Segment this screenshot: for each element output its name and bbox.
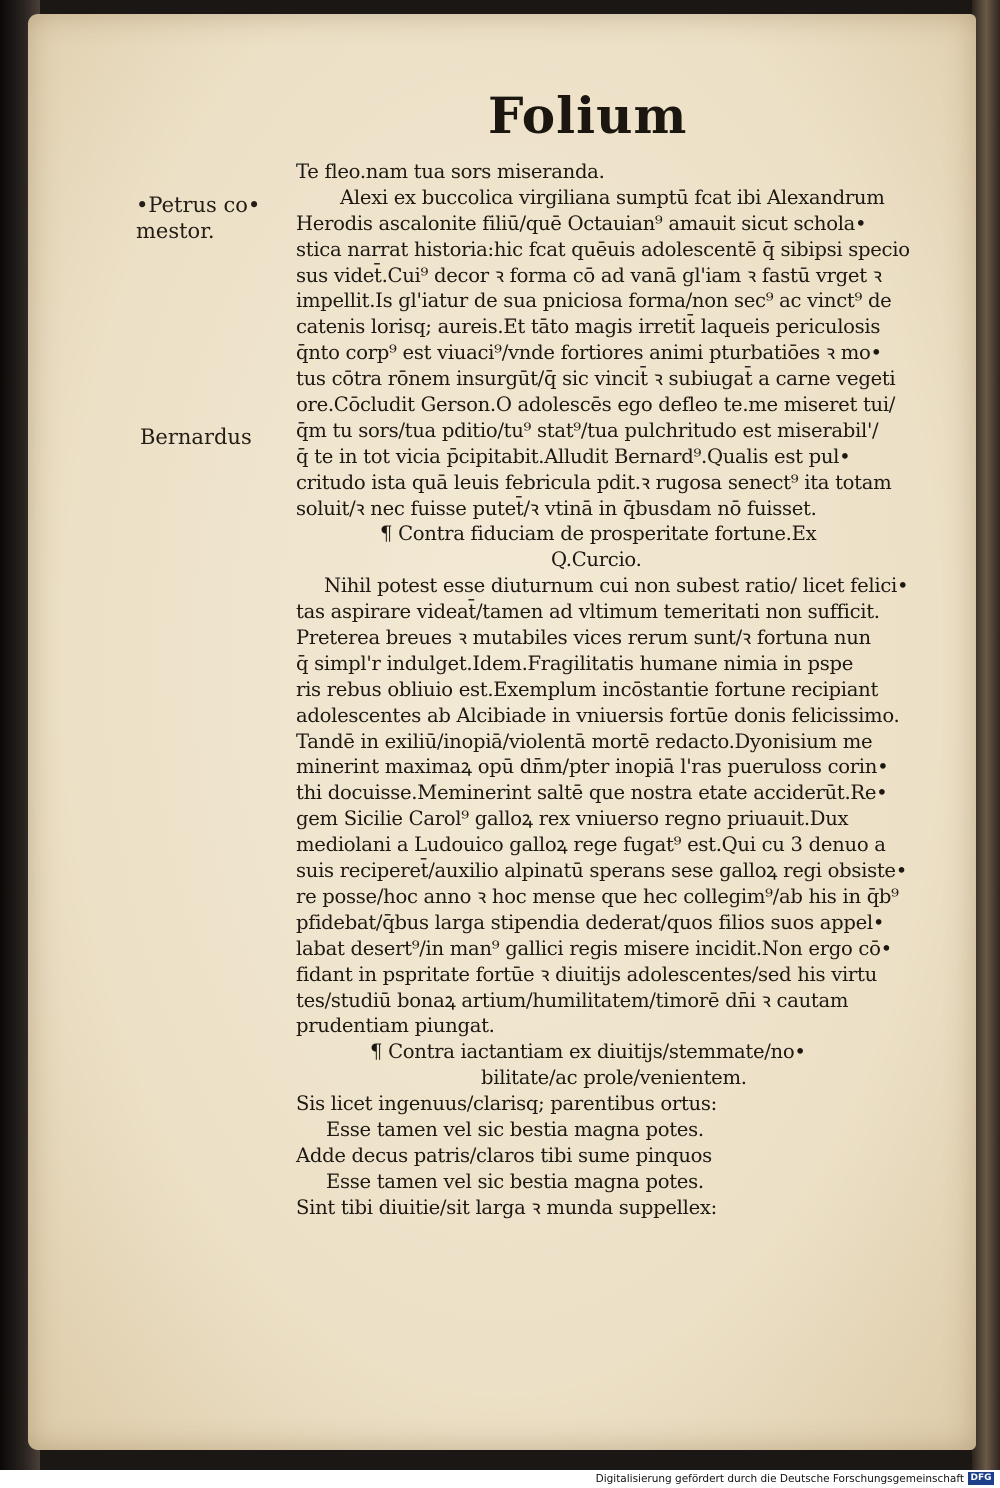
text-line: fidant in pspritate fortūe ꝛ diuitijs adolescentes/sed his virtu [296,962,877,986]
section-heading: bilitate/ac prole/venientem. [481,1066,747,1090]
text-line: tes/studiū bonaꝝ artium/humilitatem/timorē dn̄i ꝛ cautam [296,988,849,1012]
section-heading: Q.Curcio. [551,548,642,572]
text-line: Herodis ascalonite filiū/quē Octauian⁹ amauit sicut schola• [296,211,867,235]
verse-line: Esse tamen vel sic bestia magna potes. [326,1169,704,1193]
text-line: soluit/ꝛ nec fuisse putet̄/ꝛ vtinā in q̄busdam nō fuisset. [296,496,817,520]
text-line: mediolani a Ludouico galloꝝ rege fugat⁹ est.Qui cu 3 denuo a [296,833,886,857]
text-line: tus cōtra rōnem insurgūt/q̄ sic vincit̄ ꝛ subiugat̄ a carne vegeti [296,367,896,391]
verse-line: Esse tamen vel sic bestia magna potes. [326,1117,704,1141]
dfg-logo-icon: DFG [968,1472,994,1485]
funding-credit: Digitalisierung gefördert durch die Deutsche Forschungsgemeinschaft [595,1473,964,1485]
verse-line: Sis licet ingenuus/clarisq; parentibus ortus: [296,1092,717,1116]
text-line: suis reciperet̄/auxilio alpinatū sperans sese galloꝝ regi obsiste• [296,859,907,883]
text-line: q̄ te in tot vicia p̄cipitabit.Alludit Bernard⁹.Qualis est pul• [296,444,851,468]
text-line: labat desert⁹/in man⁹ gallici regis misere incidit.Non ergo cō• [296,936,892,960]
verse-line: Sint tibi diuitie/sit larga ꝛ munda suppellex: [296,1195,717,1219]
text-line: prudentiam piungat. [296,1014,495,1038]
text-line: impellit.Is gl'iatur de sua pniciosa forma/non sec⁹ ac vinct⁹ de [296,289,892,313]
text-line: pfidebat/q̄bus larga stipendia dederat/quos filios suos appel• [296,910,885,934]
text-line: sus videt̄.Cui⁹ decor ꝛ forma cō ad vanā gl'iam ꝛ fastū vrget ꝛ [296,263,882,287]
text-line: Tandē in exiliū/inopiā/violentā mortē redacto.Dyonisium me [296,729,873,753]
text-line: tas aspirare videat̄/tamen ad vltimum temeritati non sufficit. [296,600,880,624]
margin-note-bernardus: Bernardus [140,425,252,449]
footer-bar [0,1470,1000,1488]
text-line: Te fleo.nam tua sors miseranda. [296,160,605,183]
text-line: ore.Cōcludit Gerson.O adolescēs ego defleo te.me miseret tui/ [296,393,896,417]
text-line: adolescentes ab Alcibiade in vniuersis fortūe donis felicissimo. [296,703,900,727]
text-line: catenis lorisq; aureis.Et tāto magis irretit̄ laqueis periculosis [296,315,881,339]
text-line: Preterea breues ꝛ mutabiles vices rerum sunt/ꝛ fortuna nun [296,626,871,650]
text-line: Alexi ex buccolica virgiliana sumptū fcat ibi Alexandrum [340,185,885,209]
folio-title: Folium [488,86,688,145]
text-line: q̄nto corp⁹ est viuaci⁹/vnde fortiores animi pturbatiōes ꝛ mo• [296,341,882,365]
text-line: minerint maximaꝝ opū dn̄m/pter inopiā l'ras pueruloss corin• [296,755,889,779]
text-line: ris rebus obliuio est.Exemplum incōstantie fortune recipiant [296,677,879,701]
text-line: q̄ simpl'r indulget.Idem.Fragilitatis humane nimia in pspe [296,651,854,675]
text-line: critudo ista quā leuis febricula pdit.ꝛ rugosa senect⁹ ita totam [296,470,892,494]
text-line: stica narrat historia:hic fcat quēuis adolescentē q̄ sibipsi specio [296,237,910,261]
book-page [28,14,976,1450]
section-heading: ¶ Contra fiduciam de prosperitate fortune.Ex [380,522,817,546]
text-line: Nihil potest esse diuturnum cui non subest ratio/ licet felici• [324,574,909,598]
text-line: q̄m tu sors/tua pditio/tu⁹ stat⁹/tua pulchritudo est miserabil'/ [296,418,879,442]
text-line: re posse/hoc anno ꝛ hoc mense que hec collegim⁹/ab his in q̄b⁹ [296,884,899,908]
margin-note-petrus: •Petrus co• mestor. [136,193,261,243]
text-line: gem Sicilie Carol⁹ galloꝝ rex vniuerso regno priuauit.Dux [296,807,849,831]
verse-line: Adde decus patris/claros tibi sume pinquos [296,1143,712,1167]
section-heading: ¶ Contra iactantiam ex diuitijs/stemmate/no• [370,1040,806,1064]
text-line: thi docuisse.Meminerint saltē que nostra etate acciderūt.Re• [296,781,888,805]
main-text [296,159,986,1221]
